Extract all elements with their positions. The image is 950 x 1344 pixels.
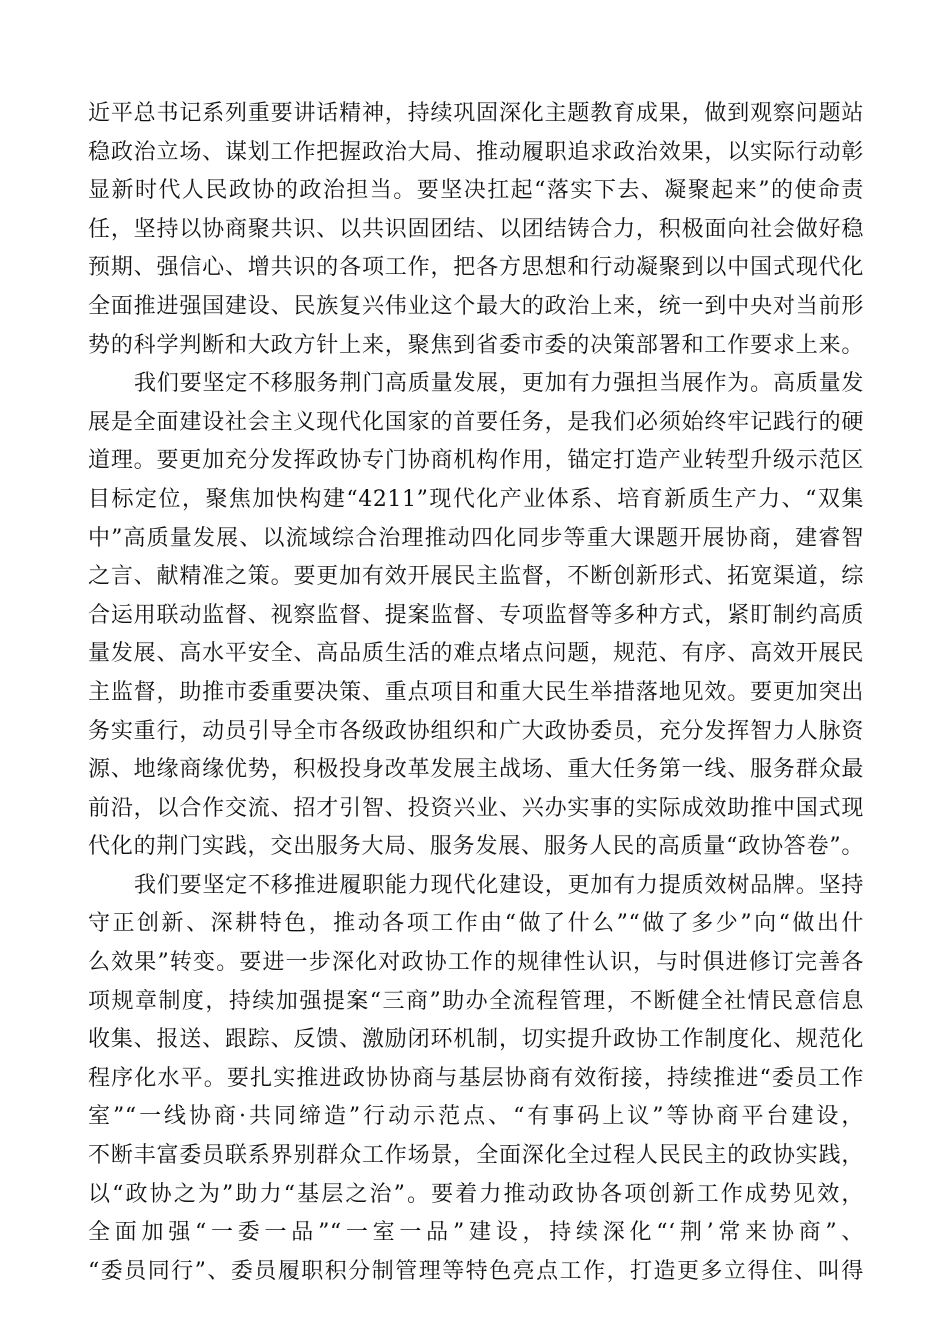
text-line: 不断丰富委员联系界别群众工作场景，全面深化全过程人民民主的政协实践， xyxy=(88,1143,864,1169)
text-line: 显新时代人民政协的政治担当。要坚决扛起“落实下去、凝聚起来”的使命责 xyxy=(88,178,864,204)
text-line: 么效果”转变。要进一步深化对政协工作的规律性认识，与时俱进修订完善各 xyxy=(88,950,864,976)
text-line: 程序化水平。要扎实推进政协协商与基层协商有效衔接，持续推进“委员工作 xyxy=(88,1065,864,1091)
paragraph-3 xyxy=(88,867,864,1292)
text-line: 项规章制度，持续加强提案“三商”助办全流程管理，不断健全社情民意信息 xyxy=(88,988,864,1014)
text-line: 室”“一线协商·共同缔造”行动示范点、“有事码上议”等协商平台建设， xyxy=(88,1104,864,1130)
text-line: 代化的荆门实践，交出服务大局、服务发展、服务人民的高质量“政协答卷”。 xyxy=(88,834,864,860)
text-line: 前沿，以合作交流、招才引智、投资兴业、兴办实事的实际成效助推中国式现 xyxy=(88,795,864,821)
text-line: 道理。要更加充分发挥政协专门协商机构作用，锚定打造产业转型升级示范区 xyxy=(88,448,864,474)
text-line: 预期、强信心、增共识的各项工作，把各方思想和行动凝聚到以中国式现代化 xyxy=(88,255,864,281)
text-line: 展是全面建设社会主义现代化国家的首要任务，是我们必须始终牢记践行的硬 xyxy=(88,409,864,435)
text-line: 稳政治立场、谋划工作把握政治大局、推动履职追求政治效果，以实际行动彰 xyxy=(88,139,864,165)
document-page xyxy=(88,95,864,1291)
text-line: 我们要坚定不移推进履职能力现代化建设，更加有力提质效树品牌。坚持 xyxy=(134,872,864,898)
text-line: 主监督，助推市委重要决策、重点项目和重大民生举措落地见效。要更加突出 xyxy=(88,679,864,705)
text-line: 全面推进强国建设、民族复兴伟业这个最大的政治上来，统一到中央对当前形 xyxy=(88,293,864,319)
text-line: “委员同行”、委员履职积分制管理等特色亮点工作，打造更多立得住、叫得 xyxy=(88,1258,864,1284)
paragraph-2 xyxy=(88,365,864,867)
text-line: 近平总书记系列重要讲话精神，持续巩固深化主题教育成果，做到观察问题站 xyxy=(88,101,864,126)
text-line: 目标定位，聚焦加快构建“4211”现代化产业体系、培育新质生产力、“双集 xyxy=(88,486,864,512)
text-line: 全面加强“一委一品”“一室一品”建设，持续深化“‘荆’常来协商”、 xyxy=(88,1220,864,1246)
text-line: 源、地缘商缘优势，积极投身改革发展主战场、重大任务第一线、服务群众最 xyxy=(88,757,864,783)
text-line: 我们要坚定不移服务荆门高质量发展，更加有力强担当展作为。高质量发 xyxy=(134,371,864,397)
text-line: 之言、献精准之策。要更加有效开展民主监督，不断创新形式、拓宽渠道，综 xyxy=(88,564,864,590)
paragraph-1 xyxy=(88,95,864,365)
text-line: 以“政协之为”助力“基层之治”。要着力推动政协各项创新工作成势见效， xyxy=(88,1181,864,1207)
text-line: 合运用联动监督、视察监督、提案监督、专项监督等多种方式，紧盯制约高质 xyxy=(88,602,864,628)
text-line: 收集、报送、跟踪、反馈、激励闭环机制，切实提升政协工作制度化、规范化 xyxy=(88,1027,864,1053)
text-line: 量发展、高水平安全、高品质生活的难点堵点问题，规范、有序、高效开展民 xyxy=(88,641,864,667)
text-line: 务实重行，动员引导全市各级政协组织和广大政协委员，充分发挥智力人脉资 xyxy=(88,718,864,744)
text-line: 任，坚持以协商聚共识、以共识固团结、以团结铸合力，积极面向社会做好稳 xyxy=(88,216,864,242)
text-line: 守正创新、深耕特色，推动各项工作由“做了什么”“做了多少”向“做出什 xyxy=(88,911,864,937)
text-line: 势的科学判断和大政方针上来，聚焦到省委市委的决策部署和工作要求上来。 xyxy=(88,332,864,358)
text-line: 中”高质量发展、以流域综合治理推动四化同步等重大课题开展协商，建睿智 xyxy=(88,525,864,551)
